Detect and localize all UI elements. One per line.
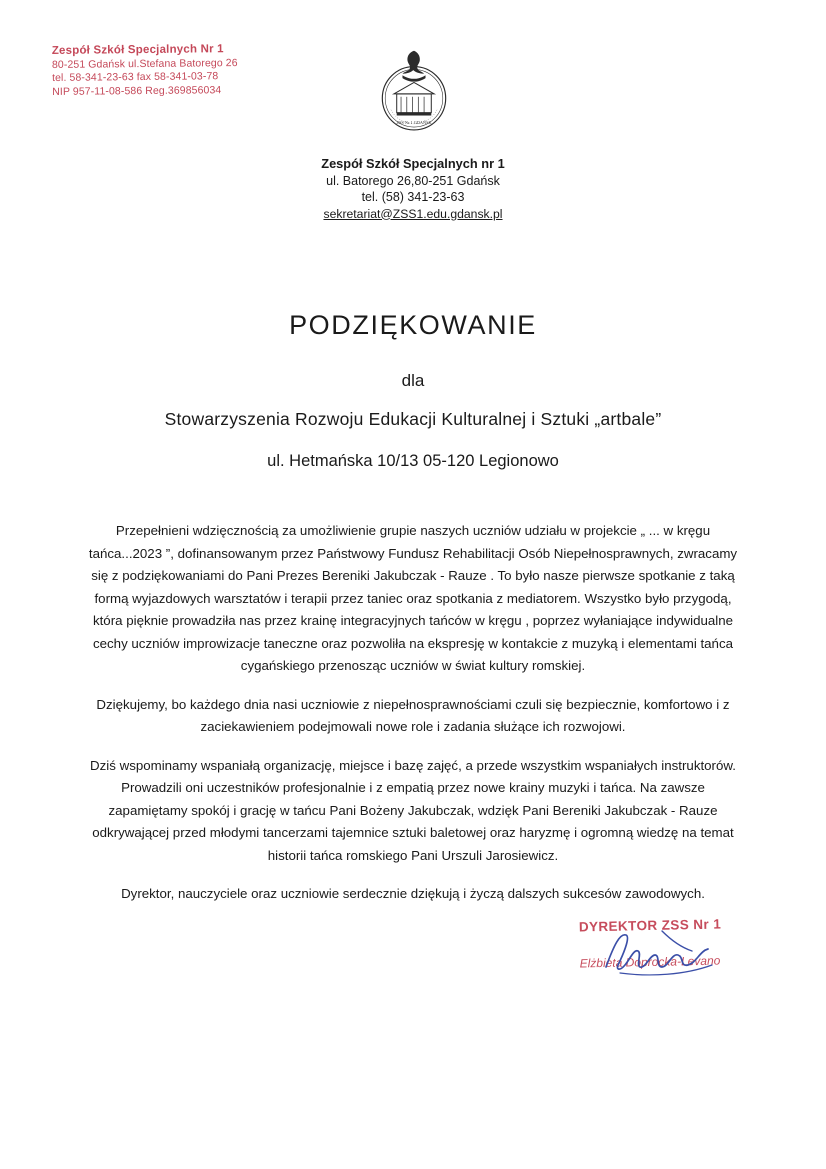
signature-name: Elżbieta Doprocka-Levano [579,953,721,971]
letterhead-phone: tel. (58) 341-23-63 [361,190,465,204]
letterhead-school-name: Zespół Szkół Specjalnych nr 1 [321,156,505,171]
letter-body [88,520,738,906]
recipient-name: Stowarzyszenia Rozwoju Edukacji Kulturalnej i Sztuki „artbale” [164,409,662,429]
stamp-line-1: Zespół Szkół Specjalnych Nr 1 [51,43,224,57]
stamp-line-2: 80-251 Gdańsk ul.Stefana Batorego 26 [51,56,238,71]
body-paragraph-4: Dyrektor, nauczyciele oraz uczniowie serdecznie dziękują i życzą dalszych sukcesów zawodowych. [121,886,705,901]
signature-block [520,918,780,969]
for-label: dla [401,371,425,390]
letterhead-address: ul. Batorego 26,80-251 Gdańsk [326,173,500,188]
body-paragraph-2: Dziękujemy, bo każdego dnia nasi uczniowie z niepełnosprawnościami czuli się bezpiecznie, komfortowo i z zaciekawieniem podejmowali nowe role i zadania służące ich rozwojowi. [96,696,730,734]
stamp-line-4: NIP 957-11-08-586 Reg.369856034 [52,83,222,98]
recipient-address: ul. Hetmańska 10/13 05-120 Legionowo [267,452,559,470]
body-paragraph-1: Przepełnieni wdzięcznością za umożliwienie grupie naszych uczniów udziału w projekcie „ ... w kręgu tańca...2023 ”, dofinansowanym przez Państwowy Fundusz Rehabilitacji Osób Niepełnosprawnych, zwracamy się z podziękowaniami do Pani Prezes Bereniki Jakubczak - Rauze . To było nasze pierwsze spotkanie z taką formą wyjazdowych warsztatów i terapii przez taniec oraz spotkania z mediatorem. Wszystko było przygodą, która pięknie prowadziła nas przez krainę integracyjnych tańców w kręgu , poprzez wyłaniające indywidualne cechy uczniów improwizacje taneczne oraz pozwoliła na ekspresję w kontakcie z muzyką i elementami tańca cygańskiego przenosząc uczniów w świat kultury romskiej. [88,523,738,673]
svg-text:ZSS Nr 1 GDAŃSK: ZSS Nr 1 GDAŃSK [396,120,432,126]
stamp-line-3: tel. 58-341-23-63 fax 58-341-03-78 [52,70,219,84]
letterhead [0,156,826,222]
signature-title: DYREKTOR ZSS Nr 1 [578,916,722,935]
school-stamp [52,43,238,99]
page-title: PODZIĘKOWANIE [289,310,537,340]
letterhead-email[interactable]: sekretariat@ZSS1.edu.gdansk.pl [323,206,503,221]
school-crest-icon [378,46,450,144]
body-paragraph-3: Dziś wspominamy wspaniałą organizację, miejsce i bazę zajęć, a przede wszystkim wspaniałych instruktorów. Prowadzili oni uczestników profesjonalnie i z empatią przez nowe krainy muzyki i tańca. Na zawsze zapamiętamy spokój i grację w tańcu Pani Bożeny Jakubczak, wdzięk Pani Bereniki Jakubczak - Rauze odkrywającej przed młodymi tancerzami tajemnice sztuki baletowej oraz haryzmę i ogromną wiedzę na temat historii tańca romskiego Pani Urszuli Jarosiewicz. [90,757,736,863]
